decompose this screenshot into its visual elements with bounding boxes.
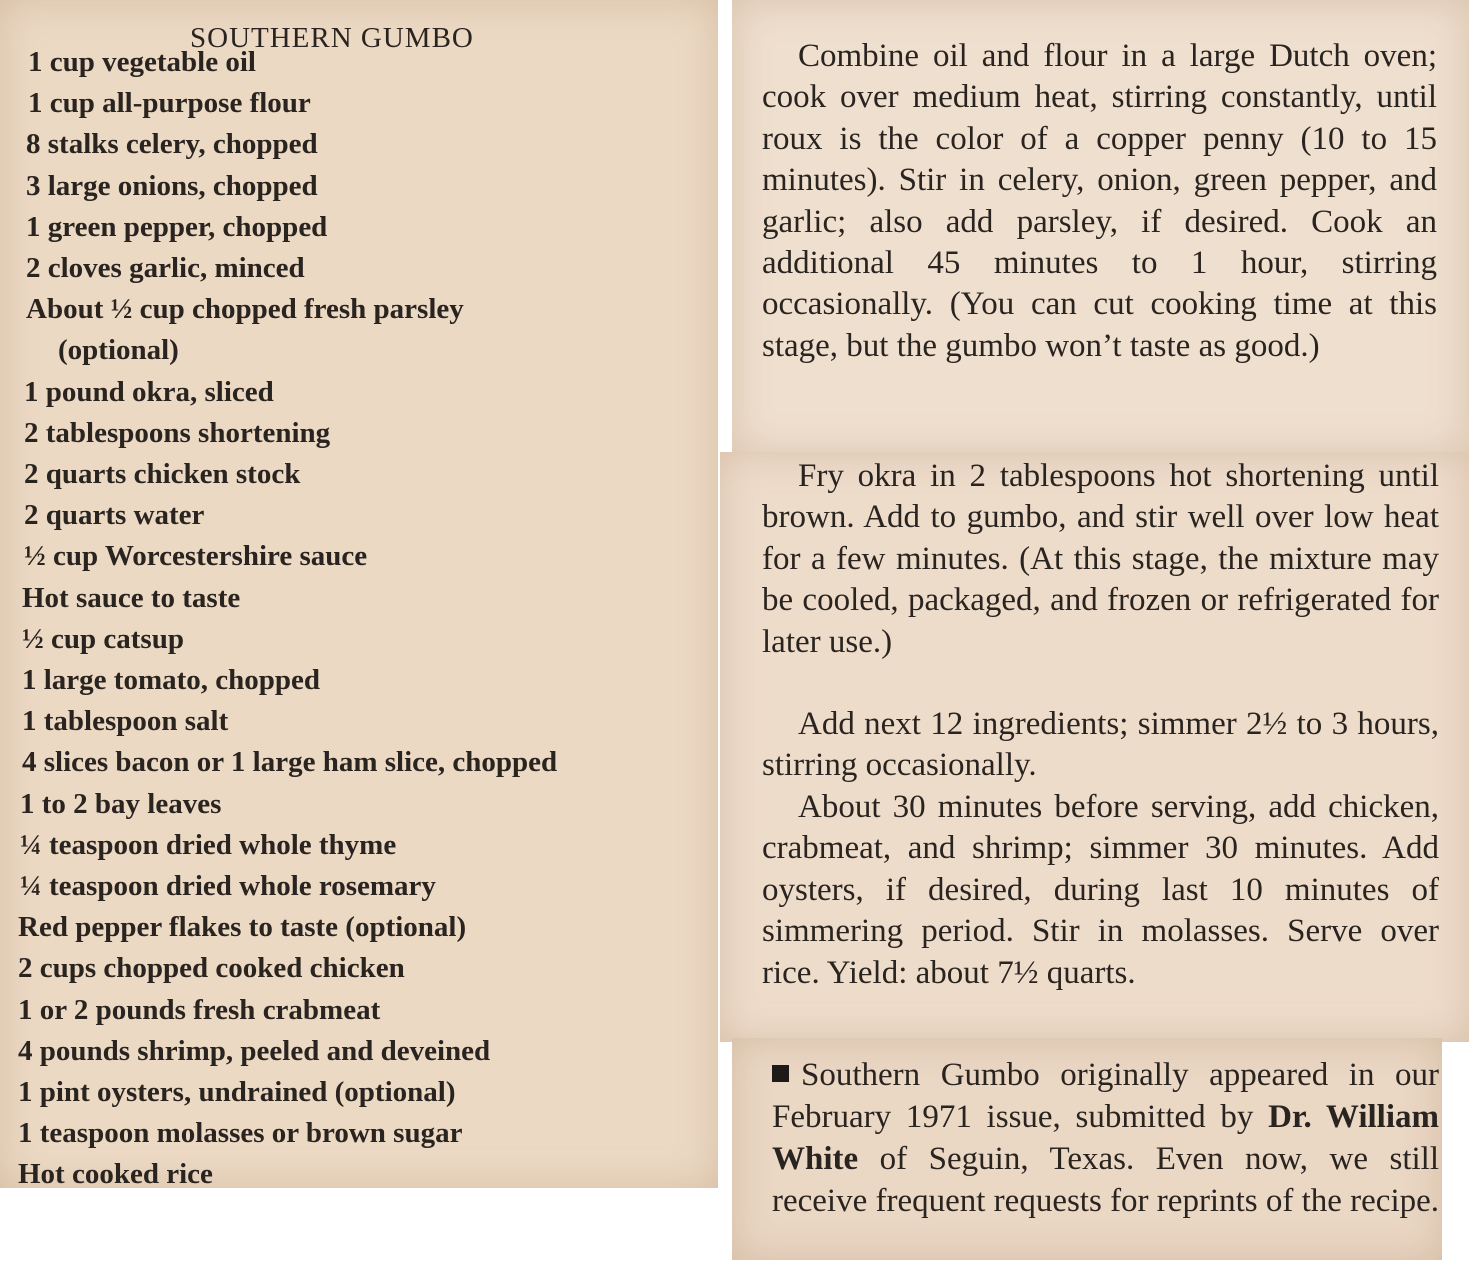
ingredient-item: 4 slices bacon or 1 large ham slice, chopped xyxy=(22,746,558,779)
instruction-step-1-text: Combine oil and flour in a large Dutch oven; cook over medium heat, stirring constantly, until roux is the color of a copper penny (10 to 15 minutes). Stir in celery, onion, green pepper, and garlic; also add parsley, if desired. Cook an additional 45 minutes to 1 hour, stirring occasionally. (You can cut cooking time at this stage, but the gumbo won’t taste as good.) xyxy=(762,38,1437,364)
ingredient-item: 1 cup vegetable oil xyxy=(28,46,256,78)
instructions-clipping-top xyxy=(732,0,1469,456)
note-text-start: Southern Gumbo originally appeared in our February 1971 issue, submitted by xyxy=(772,1057,1439,1135)
instruction-step-4-text: About 30 minutes before serving, add chicken, crabmeat, and shrimp; simmer 30 minutes. Add oysters, if desired, during last 10 minutes of simmering period. Stir in molasses. Serve over rice. Yield: about 7½ quarts. xyxy=(762,789,1439,991)
instruction-step-1 xyxy=(762,36,1437,367)
ingredient-item: 1 large tomato, chopped xyxy=(22,664,321,697)
ingredient-item: ¼ teaspoon dried whole rosemary xyxy=(20,870,436,903)
ingredient-item: Red pepper flakes to taste (optional) xyxy=(18,911,467,944)
ingredient-item: 1 pound okra, sliced xyxy=(24,375,274,408)
ingredient-item: About ½ cup chopped fresh parsley xyxy=(26,293,464,326)
ingredient-item: ¼ teaspoon dried whole thyme xyxy=(20,828,397,861)
ingredients-clipping xyxy=(0,0,718,1188)
ingredient-item: 1 green pepper, chopped xyxy=(26,210,328,243)
note-text-end: of Seguin, Texas. Even now, we still receive frequent requests for reprints of the recipe. xyxy=(772,1141,1440,1219)
note-author: Dr. William White xyxy=(772,1099,1439,1177)
ingredient-item: ½ cup Worcestershire sauce xyxy=(24,540,368,573)
instruction-step-3-text: Add next 12 ingredients; simmer 2½ to 3 hours, stirring occasionally. xyxy=(762,706,1439,784)
ingredient-item: ½ cup catsup xyxy=(22,622,184,655)
editor-note-clipping xyxy=(732,1038,1442,1260)
instructions-clipping-middle xyxy=(720,452,1469,1042)
ingredient-item: 1 cup all-purpose flour xyxy=(28,87,311,120)
ingredient-item: 1 to 2 bay leaves xyxy=(20,787,222,820)
instruction-step-2 xyxy=(762,456,1439,663)
ingredient-item: 3 large onions, chopped xyxy=(26,169,318,202)
ingredient-item-continuation: (optional) xyxy=(58,334,179,367)
ingredient-item: 4 pounds shrimp, peeled and deveined xyxy=(18,1034,491,1067)
ingredient-item: 1 tablespoon salt xyxy=(22,705,229,738)
ingredient-list xyxy=(18,42,557,1188)
ingredient-item: 2 cups chopped cooked chicken xyxy=(18,952,405,985)
ingredient-item: 2 cloves garlic, minced xyxy=(26,252,305,285)
ingredient-item: Hot cooked rice xyxy=(18,1158,213,1188)
instruction-step-2-text: Fry okra in 2 tablespoons hot shortening until brown. Add to gumbo, and stir well over low heat for a few minutes. (At this stage, the mixture may be cooled, packaged, and frozen or refrigerated for later use.) xyxy=(762,458,1439,660)
square-bullet-icon xyxy=(772,1065,789,1082)
ingredient-item: 1 or 2 pounds fresh crabmeat xyxy=(18,993,381,1026)
instruction-step-4 xyxy=(762,787,1439,994)
ingredient-item: 2 quarts water xyxy=(24,499,205,532)
instruction-step-3 xyxy=(762,704,1439,787)
ingredient-item: 2 tablespoons shortening xyxy=(24,416,331,449)
ingredient-item: 8 stalks celery, chopped xyxy=(26,128,318,161)
editor-note xyxy=(772,1054,1439,1222)
recipe-title: SOUTHERN GUMBO xyxy=(190,22,474,55)
ingredient-item: Hot sauce to taste xyxy=(22,581,241,614)
ingredient-item: 1 pint oysters, undrained (optional) xyxy=(18,1076,456,1109)
ingredient-item: 2 quarts chicken stock xyxy=(24,458,301,491)
ingredient-item: 1 teaspoon molasses or brown sugar xyxy=(18,1117,463,1150)
